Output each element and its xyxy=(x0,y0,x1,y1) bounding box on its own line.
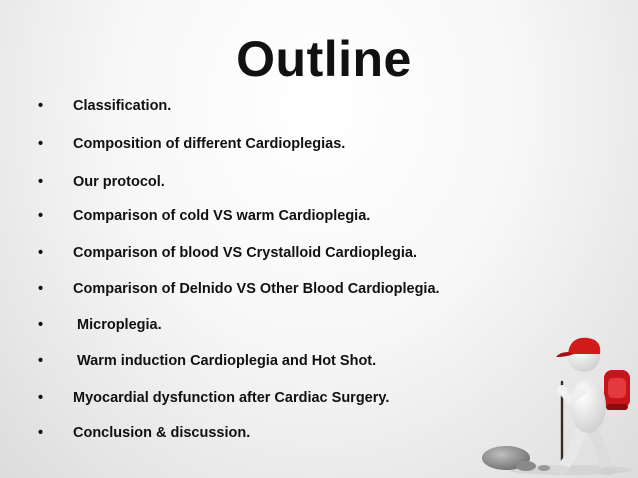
list-item-text: Our protocol. xyxy=(73,174,165,190)
bullet-icon: • xyxy=(38,245,44,261)
bullet-icon: • xyxy=(38,208,44,224)
backpack-icon xyxy=(604,370,630,410)
list-item-text: Myocardial dysfunction after Cardiac Surgery. xyxy=(73,390,390,406)
list-item-text: Warm induction Cardioplegia and Hot Shot. xyxy=(73,353,377,369)
list-item-text: Comparison of Delnido VS Other Blood Cardioplegia. xyxy=(73,281,440,297)
bullet-icon: • xyxy=(38,136,44,152)
bullet-icon: • xyxy=(38,317,44,333)
rock-icon xyxy=(482,446,550,471)
bullet-icon: • xyxy=(38,390,44,406)
list-item-text: Conclusion & discussion. xyxy=(73,425,251,441)
bullet-icon: • xyxy=(38,281,44,297)
hiker-figure-icon xyxy=(470,330,638,478)
list-item-text: Microplegia. xyxy=(73,317,162,333)
list-item-text: Comparison of cold VS warm Cardioplegia. xyxy=(73,208,371,224)
bullet-icon: • xyxy=(38,353,44,369)
list-item-text: Comparison of blood VS Crystalloid Cardioplegia. xyxy=(73,245,418,261)
bullet-icon: • xyxy=(38,174,44,190)
bullet-icon: • xyxy=(38,425,44,441)
list-item-text: Composition of different Cardioplegias. xyxy=(73,136,346,152)
list-item-text: Classification. xyxy=(73,98,172,114)
slide-title: Outline xyxy=(236,31,412,87)
bullet-icon: • xyxy=(38,98,44,114)
